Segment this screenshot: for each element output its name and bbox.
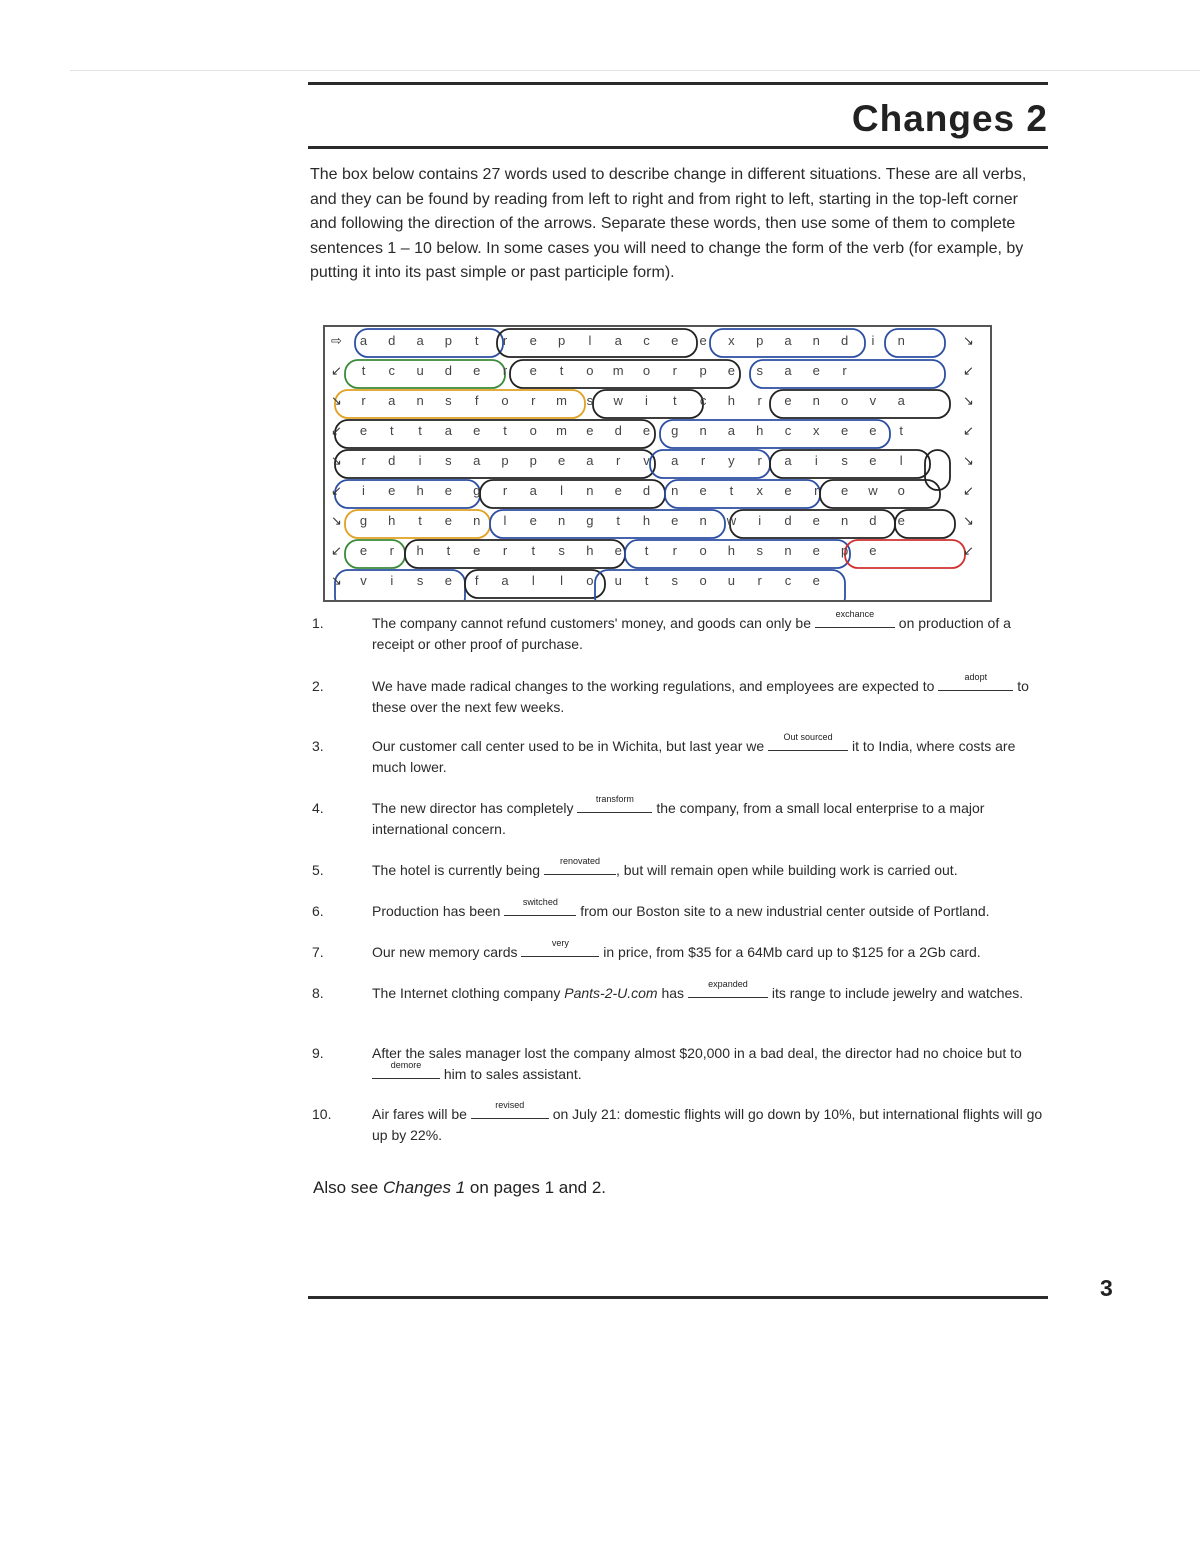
grid-letter: s: [756, 543, 763, 558]
handwritten-answer: transform: [595, 794, 634, 804]
question-number: 2.: [312, 678, 324, 694]
grid-letter: h: [642, 513, 651, 528]
question-after: on July 21: domestic flights will go down by 10%, but international flights will go up by 22%.: [372, 1106, 1043, 1143]
question-after: to these over the next few weeks.: [372, 678, 1029, 715]
grid-letter: o: [897, 483, 905, 498]
grid-letter: y: [728, 453, 735, 468]
grid-letter: d: [869, 513, 877, 528]
question-number: 8.: [312, 985, 324, 1001]
answer-blank[interactable]: [544, 856, 616, 875]
grid-letter: n: [699, 423, 707, 438]
grid-letter: c: [643, 333, 650, 348]
answer-blank[interactable]: [372, 1059, 440, 1079]
grid-letter: x: [756, 483, 763, 498]
grid-letter: o: [699, 543, 707, 558]
grid-letter: t: [644, 543, 649, 558]
grid-letter: e: [529, 363, 537, 378]
also-italic: Changes 1: [382, 1178, 466, 1197]
grid-letter: n: [784, 543, 792, 558]
grid-letter: e: [897, 513, 905, 528]
grid-letter: r: [502, 363, 508, 378]
grid-letter: a: [784, 453, 792, 468]
grid-letter: e: [444, 483, 452, 498]
grid-letter: l: [588, 333, 592, 348]
page-title: Changes 2: [851, 98, 1048, 139]
grid-letter: e: [359, 423, 368, 438]
question-before: Our customer call center used to be in Wichita, but last year we: [372, 738, 769, 754]
grid-letter: i: [645, 393, 648, 408]
header-rule-top: [308, 82, 1048, 85]
grid-letter: w: [726, 513, 737, 528]
handwritten-answer: switched: [522, 897, 558, 907]
grid-letter: v: [869, 393, 877, 408]
grid-letter: p: [444, 333, 452, 348]
question-text: [372, 938, 1047, 963]
question-after: the company, from a small local enterprise to a major international concern.: [372, 800, 985, 837]
grid-letter: e: [812, 513, 820, 528]
intro-paragraph: The box below contains 27 words used to describe change in different situations. These are all verbs, and they can be found by reading from left to right and from right to left, starting in the top-left corner and following the direction of the arrows. Separate these words, then use some of them to complete sentences 1 – 10 below. In some cases you will need to change the form of the verb (for example, by putting it into its past simple or past participle form).: [310, 166, 1027, 281]
grid-letter: r: [672, 543, 677, 558]
grid-letter: t: [644, 573, 649, 588]
answer-blank[interactable]: [815, 609, 895, 628]
grid-letter: a: [727, 423, 735, 438]
question-after: in price, from $35 for a 64Mb card up to $125 for a 2Gb card.: [599, 944, 981, 960]
question-italic: Pants-2-U.com: [564, 985, 658, 1001]
grid-letter: o: [586, 573, 594, 588]
grid-letter: s: [841, 453, 848, 468]
grid-letter: r: [757, 453, 762, 468]
grid-letter: e: [586, 423, 594, 438]
grid-letter: p: [756, 333, 764, 348]
grid-letter: t: [418, 513, 422, 528]
grid-letter: t: [531, 543, 536, 558]
grid-letter: d: [614, 423, 622, 438]
grid-letter: c: [388, 363, 396, 378]
handwritten-answer: adopt: [964, 672, 988, 682]
grid-letter: t: [616, 513, 620, 528]
row-arrow-right: ↙: [963, 543, 974, 558]
grid-letter: g: [359, 513, 368, 528]
row-arrow-left: ↘: [331, 393, 342, 408]
row-arrow-right: ↘: [963, 513, 974, 528]
question-number: 7.: [312, 944, 324, 960]
grid-letter: r: [672, 363, 677, 378]
grid-letter: d: [642, 483, 651, 498]
grid-letter: n: [699, 513, 707, 528]
grid-letter: s: [416, 573, 424, 588]
grid-letter: p: [501, 453, 509, 468]
question-before: The hotel is currently being: [372, 862, 544, 878]
grid-letter: d: [388, 453, 396, 468]
grid-letter: a: [416, 333, 424, 348]
question-before: The new director has completely: [372, 800, 578, 816]
row-arrow-left: ↙: [331, 363, 342, 378]
question-before: After the sales manager lost the company almost $20,000 in a bad deal, the director had no choice but to: [372, 1045, 1022, 1061]
question-text: [372, 1043, 1047, 1084]
grid-letter: r: [700, 453, 706, 468]
grid-letter: o: [699, 573, 707, 588]
question-before: Our new memory cards: [372, 944, 522, 960]
question-before: The Internet clothing company: [372, 985, 565, 1001]
row-arrow-left: ↘: [331, 453, 342, 468]
grid-letter: n: [586, 483, 594, 498]
grid-letter: l: [899, 453, 903, 468]
grid-letter: r: [531, 393, 536, 408]
grid-letter: l: [560, 483, 564, 498]
grid-letter: e: [840, 483, 849, 498]
grid-letter: a: [614, 333, 622, 348]
question-text: [372, 979, 1047, 1004]
grid-letter: r: [502, 483, 508, 498]
grid-letter: i: [362, 483, 365, 498]
grid-letter: e: [869, 543, 877, 558]
question-after: its range to include jewelry and watches.: [767, 985, 1024, 1001]
grid-letter: e: [614, 483, 622, 498]
question-number: 5.: [312, 862, 324, 878]
grid-letter: a: [586, 453, 594, 468]
grid-letter: e: [784, 393, 792, 408]
grid-letter: a: [444, 423, 452, 438]
grid-letter: t: [559, 363, 564, 378]
grid-letter: r: [502, 333, 508, 348]
handwritten-answer: Out sourced: [783, 732, 833, 742]
grid-letter: f: [474, 393, 479, 408]
grid-letter: s: [445, 393, 452, 408]
question-number: 9.: [312, 1045, 324, 1061]
grid-letter: h: [586, 543, 594, 558]
grid-letter: a: [388, 393, 396, 408]
grid-letter: l: [560, 573, 564, 588]
question-text: [372, 609, 1047, 654]
grid-letter: l: [531, 573, 535, 588]
grid-letter: e: [727, 363, 735, 378]
grid-letter: d: [840, 333, 849, 348]
question-after: , but will remain open while building work is carried out.: [615, 862, 958, 878]
grid-letter: e: [812, 363, 820, 378]
header-rule-bottom: [308, 146, 1048, 149]
grid-letter: i: [871, 333, 875, 348]
grid-letter: e: [388, 483, 396, 498]
grid-letter: m: [556, 393, 568, 408]
grid-letter: p: [557, 333, 566, 348]
grid-letter: p: [529, 453, 537, 468]
grid-letter: a: [784, 363, 792, 378]
answer-blank[interactable]: [471, 1100, 549, 1119]
grid-letter: i: [390, 573, 394, 588]
grid-letter: e: [473, 423, 481, 438]
grid-letter: w: [868, 483, 878, 498]
grid-letter: h: [388, 513, 396, 528]
grid-letter: a: [784, 333, 792, 348]
grid-letter: e: [642, 423, 651, 438]
question-before: We have made radical changes to the working regulations, and employees are expected to: [372, 678, 939, 694]
grid-letter: m: [556, 423, 568, 438]
grid-letter: e: [812, 573, 820, 588]
row-arrow-right: ↙: [963, 363, 974, 378]
handwritten-answer: exchance: [835, 609, 875, 619]
grid-letter: g: [671, 423, 679, 438]
grid-letter: t: [899, 423, 903, 438]
question-number: 3.: [312, 738, 324, 754]
grid-letter: r: [842, 363, 847, 378]
question-after: it to India, where costs are much lower.: [372, 738, 1016, 775]
grid-letter: a: [671, 453, 679, 468]
grid-letter: e: [529, 513, 537, 528]
grid-letter: n: [416, 393, 424, 408]
question-after: on production of a receipt or other proof of purchase.: [372, 615, 1011, 652]
grid-letter: e: [473, 363, 481, 378]
answer-blank[interactable]: [768, 732, 848, 751]
grid-letter: r: [361, 393, 366, 408]
footer-rule: [308, 1296, 1048, 1299]
top-separator: [70, 70, 1200, 71]
grid-letter: h: [756, 423, 764, 438]
grid-letter: e: [840, 423, 849, 438]
handwritten-answer: demore: [390, 1059, 422, 1070]
grid-letter: c: [699, 393, 707, 408]
grid-letter: e: [784, 483, 792, 498]
grid-letter: c: [784, 423, 792, 438]
answer-blank[interactable]: [938, 672, 1013, 691]
grid-letter: v: [643, 453, 650, 468]
answer-blank[interactable]: [577, 794, 652, 813]
grid-letter: f: [474, 573, 479, 588]
handwritten-answer: very: [551, 938, 569, 948]
grid-letter: e: [699, 483, 707, 498]
grid-letter: u: [614, 573, 622, 588]
grid-letter: o: [586, 363, 594, 378]
grid-letter: e: [614, 543, 622, 558]
question-number: 4.: [312, 800, 324, 816]
grid-letter: t: [446, 543, 451, 558]
question-text: [372, 856, 1047, 881]
grid-letter: r: [757, 393, 762, 408]
answer-blank[interactable]: [688, 979, 768, 998]
grid-letter: r: [814, 483, 819, 498]
grid-letter: a: [529, 483, 537, 498]
grid-letter: a: [897, 393, 905, 408]
grid-letter: t: [361, 363, 366, 378]
grid-letter: a: [501, 573, 509, 588]
grid-letter: a: [473, 453, 481, 468]
handwritten-answer: renovated: [559, 856, 600, 866]
grid-letter: d: [388, 333, 396, 348]
grid-letter: d: [784, 513, 792, 528]
grid-letter: n: [897, 333, 905, 348]
grid-letter: c: [784, 573, 792, 588]
grid-letter: n: [671, 483, 679, 498]
grid-letter: h: [727, 393, 735, 408]
answer-blank[interactable]: [521, 938, 599, 957]
also-suffix: on pages 1 and 2.: [469, 1178, 607, 1197]
grid-letter: u: [727, 573, 735, 588]
question-text: [372, 672, 1047, 717]
grid-letter: t: [418, 423, 422, 438]
grid-letter: e: [869, 423, 877, 438]
grid-letter: i: [418, 453, 422, 468]
grid-letter: p: [840, 543, 849, 558]
grid-letter: h: [416, 543, 424, 558]
question-number: 6.: [312, 903, 324, 919]
handwritten-answer: revised: [495, 1100, 525, 1110]
grid-letter: s: [671, 573, 679, 588]
grid-letter: x: [813, 423, 820, 438]
grid-letter: l: [503, 513, 507, 528]
grid-letter: t: [672, 393, 677, 408]
grid-letter: t: [474, 333, 479, 348]
row-arrow-left: ↙: [331, 483, 342, 498]
handwritten-answer: expanded: [708, 979, 748, 989]
question-text: [372, 794, 1047, 839]
grid-letter: e: [473, 543, 481, 558]
question-before: Air fares will be: [372, 1106, 471, 1122]
grid-letter: s: [445, 453, 452, 468]
row-arrow-left: ↙: [331, 543, 342, 558]
grid-letter: o: [840, 393, 849, 408]
question-number: 10.: [312, 1106, 332, 1122]
row-arrow-right: ↙: [963, 483, 974, 498]
row-arrow-right: ↘: [963, 333, 974, 348]
question-before: The company cannot refund customers' money, and goods can only be: [372, 615, 815, 631]
row-arrow-left: ↘: [331, 513, 342, 528]
grid-letter: t: [389, 423, 394, 438]
grid-letter: e: [812, 543, 820, 558]
grid-letter: e: [444, 513, 452, 528]
question-text: [372, 1100, 1047, 1145]
question-text: [372, 897, 1047, 922]
word-search-grid: [323, 325, 992, 602]
grid-letter: e: [444, 573, 452, 588]
grid-letter: e: [671, 513, 679, 528]
grid-letter: d: [444, 363, 452, 378]
grid-letter: o: [501, 393, 509, 408]
row-arrow-right: ↙: [963, 423, 974, 438]
also-see-note: [313, 1178, 606, 1198]
row-arrow-left: ↙: [331, 423, 342, 438]
grid-letter: i: [758, 513, 762, 528]
question-before-2: has: [657, 985, 688, 1001]
grid-letter: r: [757, 573, 762, 588]
page-number: 3: [1100, 1275, 1113, 1301]
grid-letter: s: [558, 543, 565, 558]
grid-letter: e: [671, 333, 679, 348]
also-prefix: Also see: [313, 1178, 379, 1197]
question-number: 1.: [312, 615, 324, 631]
grid-letter: n: [473, 513, 481, 528]
grid-letter: t: [729, 483, 734, 498]
row-arrow-right: ↘: [963, 393, 974, 408]
grid-letter: r: [502, 543, 508, 558]
grid-letter: p: [699, 363, 707, 378]
question-before: Production has been: [372, 903, 505, 919]
grid-letter: m: [612, 363, 624, 378]
grid-letter: h: [416, 483, 424, 498]
grid-letter: x: [728, 333, 735, 348]
grid-letter: a: [359, 333, 368, 348]
grid-letter: r: [616, 453, 621, 468]
grid-letter: n: [812, 333, 820, 348]
grid-letter: e: [557, 453, 566, 468]
row-arrow-right: ↘: [963, 453, 974, 468]
grid-letter: w: [613, 393, 623, 408]
row-arrow-left: ⇨: [331, 333, 342, 348]
question-after: from our Boston site to a new industrial center outside of Portland.: [576, 903, 990, 919]
grid-letter: r: [389, 543, 394, 558]
question-text: [372, 732, 1047, 777]
grid-letter: t: [503, 423, 507, 438]
grid-letter: o: [529, 423, 537, 438]
grid-letter: e: [869, 453, 877, 468]
grid-letter: h: [727, 543, 735, 558]
row-arrow-left: ↘: [331, 573, 342, 588]
answer-blank[interactable]: [504, 897, 576, 916]
grid-letter: g: [473, 483, 481, 498]
grid-letter: n: [812, 393, 820, 408]
grid-letter: g: [586, 513, 594, 528]
grid-letter: o: [642, 363, 651, 378]
grid-letter: e: [699, 333, 707, 348]
question-after: him to sales assistant.: [440, 1065, 582, 1082]
grid-letter: n: [557, 513, 566, 528]
grid-letter: s: [756, 363, 763, 378]
grid-letter: s: [586, 393, 594, 408]
grid-letter: i: [814, 453, 818, 468]
grid-letter: r: [361, 453, 366, 468]
grid-letter: e: [529, 333, 537, 348]
grid-letter: n: [840, 513, 849, 528]
grid-letter: u: [416, 363, 424, 378]
grid-letter: v: [360, 573, 367, 588]
grid-letter: e: [359, 543, 368, 558]
